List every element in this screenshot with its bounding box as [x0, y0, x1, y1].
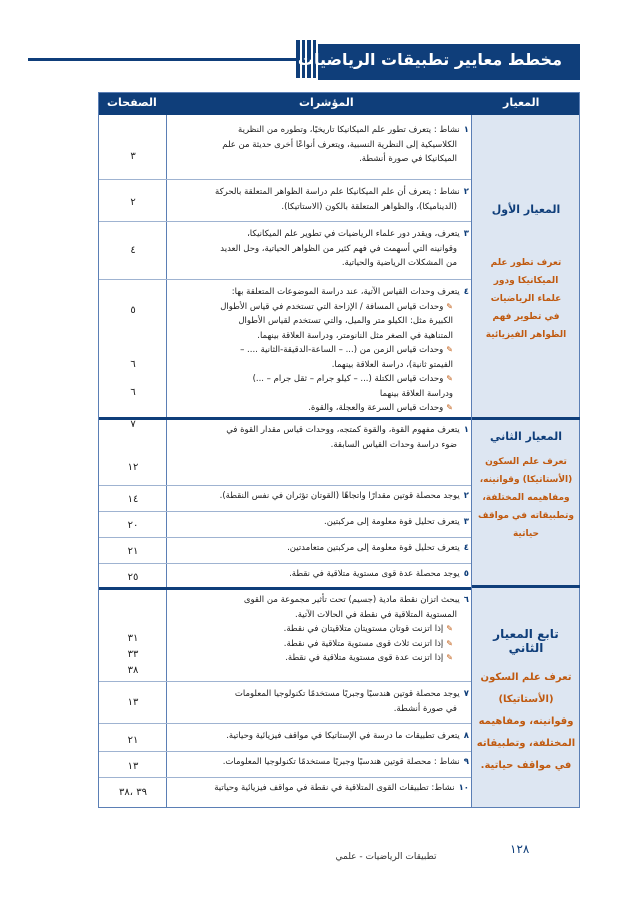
standard-2-desc: ومفاهيمه المختلفة،	[482, 493, 570, 503]
standards-table	[98, 92, 580, 808]
standard-3-desc: المختلفة، وتطبيقاته	[476, 738, 576, 749]
standard-3-desc: في مواقف حياتية.	[480, 760, 572, 771]
row-divider	[99, 179, 471, 180]
indicator-subitem: ✎إذا اتزنت قوتان مستويتان متلاقيتان في نقطة.	[283, 624, 453, 634]
table-header	[99, 93, 579, 115]
standard-2-desc: (الأستاتيكا) وقوانينه،	[479, 475, 573, 485]
page-ref: ٥	[130, 305, 136, 316]
indicator-row	[171, 489, 471, 504]
indicator-text: الميكانيكا في صورة أنشطة.	[359, 154, 457, 164]
pencil-bullet-icon: ✎	[446, 653, 453, 662]
page-ref: ٣	[130, 151, 136, 162]
title-banner	[297, 44, 580, 80]
indicator-row	[171, 729, 471, 744]
page-ref: ٣٨	[127, 665, 139, 676]
indicator-text: يتعرف تحليل قوة معلومة إلى مركبتين متعامدتين.	[287, 543, 460, 553]
standard-3-title: تابع المعيار الثاني	[493, 627, 559, 655]
page-ref: ١٤	[127, 494, 139, 505]
standard-2-desc: تعرف علم السكون	[485, 457, 567, 467]
page-ref: ٣١	[127, 633, 139, 644]
indicator-number: ٧	[463, 689, 469, 699]
page-number: ١٢٨	[510, 842, 530, 856]
indicator-number: ٤	[463, 287, 469, 297]
page-ref: ١٣	[127, 697, 139, 708]
indicator-row	[171, 781, 471, 796]
indicator-subitem: الفيمتو ثانية)، دراسة العلاقة بينهما.	[331, 359, 453, 370]
indicator-number: ١	[463, 125, 469, 135]
indicator-subitem: المتناهية في الصغر مثل النانومتر، ودراسة العلاقة بينهما.	[257, 330, 453, 341]
indicator-text: يتعرف تطبيقات ما درسة في الإستاتيكا في مواقف فيزيائية وحياتية.	[226, 731, 460, 741]
standard-separator	[472, 417, 580, 420]
indicator-row	[171, 541, 471, 556]
indicator-number: ٩	[463, 757, 469, 767]
pencil-bullet-icon: ✎	[446, 301, 453, 311]
indicator-row	[171, 285, 471, 416]
page-ref: ١٣	[127, 761, 139, 772]
standard-1	[472, 203, 580, 344]
standard-1-desc: علماء الرياضيات	[490, 294, 562, 304]
row-divider	[99, 777, 471, 778]
row-divider	[99, 563, 471, 564]
indicator-number: ٥	[463, 569, 469, 579]
standard-2	[472, 430, 580, 543]
indicator-text: يوجد محصلة قوتين مقدارًا واتجاهًا (القوتان تؤثران في نفس النقطة).	[219, 491, 460, 501]
page-ref: ٣٩ ،٣٨	[119, 787, 147, 798]
title-rule	[28, 58, 298, 61]
standard-3-desc: وقوانينه، ومفاهيمه	[478, 716, 574, 727]
indicator-row	[171, 185, 471, 214]
indicator-row	[171, 687, 471, 716]
pencil-bullet-icon: ✎	[446, 403, 453, 412]
indicator-subitem: ودراسة العلاقة بينهما	[379, 388, 453, 399]
indicator-number: ٦	[463, 595, 469, 605]
page-ref: ٢٠	[127, 520, 139, 531]
indicator-text: المستوية المتلاقية في نقطة في الحالات الآتية.	[295, 609, 457, 620]
indicator-subitem: ✎وحدات قياس الزمن من (... – الساعة-الدقيقة-الثانية .... –	[240, 345, 453, 355]
indicator-row	[171, 423, 471, 452]
standard-3-desc: تعرف علم السكون	[480, 672, 572, 683]
indicator-text: في صورة أنشطة.	[393, 703, 457, 714]
row-divider	[99, 681, 471, 682]
indicator-row	[171, 755, 471, 770]
indicator-row	[171, 567, 471, 582]
indicator-text: يتعرف تحليل قوة معلومة إلى مركبتين.	[324, 517, 460, 527]
standard-3-desc: (الأستاتيكا)	[498, 694, 554, 705]
standard-1-desc: الميكانيكا ودور	[493, 276, 559, 286]
page-ref: ٧	[130, 419, 136, 430]
page-ref: ٦	[130, 359, 136, 370]
page-ref: ٢	[130, 197, 136, 208]
indicator-text: يتعرف، ويقدر دور علماء الرياضيات في تطوير علم الميكانيكا،	[247, 229, 460, 239]
group-divider	[99, 587, 471, 590]
pencil-bullet-icon: ✎	[446, 374, 453, 383]
indicator-text: نشاط : يتعرف تطور علم الميكانيكا تاريخيًا، وتطوره من النظرية	[238, 125, 460, 135]
header-pages: الصفحات	[107, 96, 157, 109]
page-ref: ٢١	[127, 735, 139, 746]
standard-2-desc: وتطبيقاته في مواقف	[478, 511, 574, 521]
indicator-text: الكلاسيكية إلى النظرية النسبية، ويتعرف أنواعًا أخرى حديثة من علم	[222, 139, 457, 150]
standard-2-title: المعيار الثاني	[489, 430, 563, 443]
indicator-text: يوجد محصلة عدة قوى مستوية متلاقية في نقطة.	[289, 569, 460, 579]
indicator-text: (الديناميكا)، والظواهر المتعلقة بالكون (الاستاتيكا).	[281, 201, 457, 212]
indicator-row	[171, 515, 471, 530]
indicator-text: ضوء دراسة وحدات القياس السابقة.	[330, 439, 457, 450]
standard-2-desc: حياتية	[512, 529, 540, 539]
row-divider	[99, 485, 471, 486]
page-ref: ٤	[130, 245, 136, 256]
standard-separator	[472, 585, 580, 588]
indicator-number: ١٠	[458, 783, 469, 793]
row-divider	[99, 537, 471, 538]
indicator-number: ٢	[463, 187, 469, 197]
indicator-subitem: ✎إذا اتزنت ثلاث قوى مستوية متلاقية في نقطة.	[283, 638, 453, 649]
indicator-number: ٢	[463, 491, 469, 501]
indicator-number: ٨	[463, 731, 469, 741]
page-ref: ٣٣	[127, 649, 139, 660]
indicator-number: ٣	[463, 517, 469, 527]
indicator-subitem: ✎وحدات قياس المسافة / الإزاحة التي تستخدم في قياس الأطوال	[220, 301, 453, 312]
standard-1-desc: في تطوير فهم	[492, 312, 560, 322]
row-divider	[99, 511, 471, 512]
indicator-text: نشاط : محصلة قوتين هندسيًا وجبريًا مستخدمًا تكنولوجيا المعلومات.	[222, 757, 460, 767]
indicator-text: نشاط: تطبيقات القوى المتلاقية في نقطة في مواقف فيزيائية وحياتية	[214, 783, 455, 793]
row-divider	[99, 723, 471, 724]
row-divider	[99, 279, 471, 280]
standard-1-title: المعيار الأول	[491, 203, 561, 216]
indicator-number: ٤	[463, 543, 469, 553]
indicator-text: نشاط : يتعرف أن علم الميكانيكا علم دراسة الظواهر المتعلقة بالحركة	[215, 187, 460, 197]
indicator-text: يبحث اتزان نقطة مادية (جسيم) تحت تأثير مجموعة من القوى	[243, 595, 460, 605]
indicator-row	[171, 227, 471, 271]
header-indicators: المؤشرات	[299, 96, 354, 109]
indicator-row	[171, 593, 471, 666]
pencil-bullet-icon: ✎	[446, 638, 453, 648]
indicator-subitem: ✎وحدات قياس السرعة والعجلة، والقوة.	[308, 403, 453, 413]
indicator-subitem: ✎وحدات قياس الكتلة (... – كيلو جرام – ثقل جرام – ...)	[252, 374, 453, 384]
page-ref: ٦	[130, 387, 136, 398]
page-title: مخطط معايير تطبيقات الرياضيات	[297, 50, 562, 69]
row-divider	[99, 751, 471, 752]
indicator-text: وقوانينه التي أسهمت في فهم كثير من الظواهر الحياتية، وحل العديد	[220, 243, 457, 254]
pencil-bullet-icon: ✎	[446, 345, 453, 354]
indicator-subitem: الكبيرة مثل: الكيلو متر والميل، والتي تستخدم لقياس الأطوال	[238, 316, 453, 326]
indicator-text: يوجد محصلة قوتين هندسيًا وجبريًا مستخدمًا تكنولوجيا المعلومات	[234, 689, 460, 699]
standard-1-desc: تعرف تطور علم	[490, 258, 562, 268]
indicator-row	[171, 123, 471, 167]
standard-1-desc: الظواهر الفيزيائية	[485, 330, 567, 340]
indicator-text: يتعرف مفهوم القوة، والقوة كمتجه، ووحدات قياس مقدار القوة في	[226, 425, 460, 435]
standard-3	[472, 627, 580, 777]
indicator-number: ١	[463, 425, 469, 435]
page-ref: ٢٥	[127, 572, 139, 583]
page-ref: ١٢	[127, 462, 139, 473]
indicator-subitem: ✎إذا اتزنت عدة قوى مستوية متلاقية في نقطة.	[285, 653, 453, 663]
pencil-bullet-icon: ✎	[446, 624, 453, 633]
row-divider	[99, 221, 471, 222]
header-standard: المعيار	[503, 96, 540, 109]
footer-text: تطبيقات الرياضيات - علمي	[335, 852, 437, 862]
indicator-number: ٣	[463, 229, 469, 239]
indicator-text: من المشكلات الرياضية والحياتية.	[341, 258, 457, 268]
indicator-text: يتعرف وحدات القياس الآتية، عند دراسة الموضوعات المتعلقة بها:	[231, 287, 460, 297]
page-ref: ٢١	[127, 546, 139, 557]
standard-column	[471, 115, 579, 807]
